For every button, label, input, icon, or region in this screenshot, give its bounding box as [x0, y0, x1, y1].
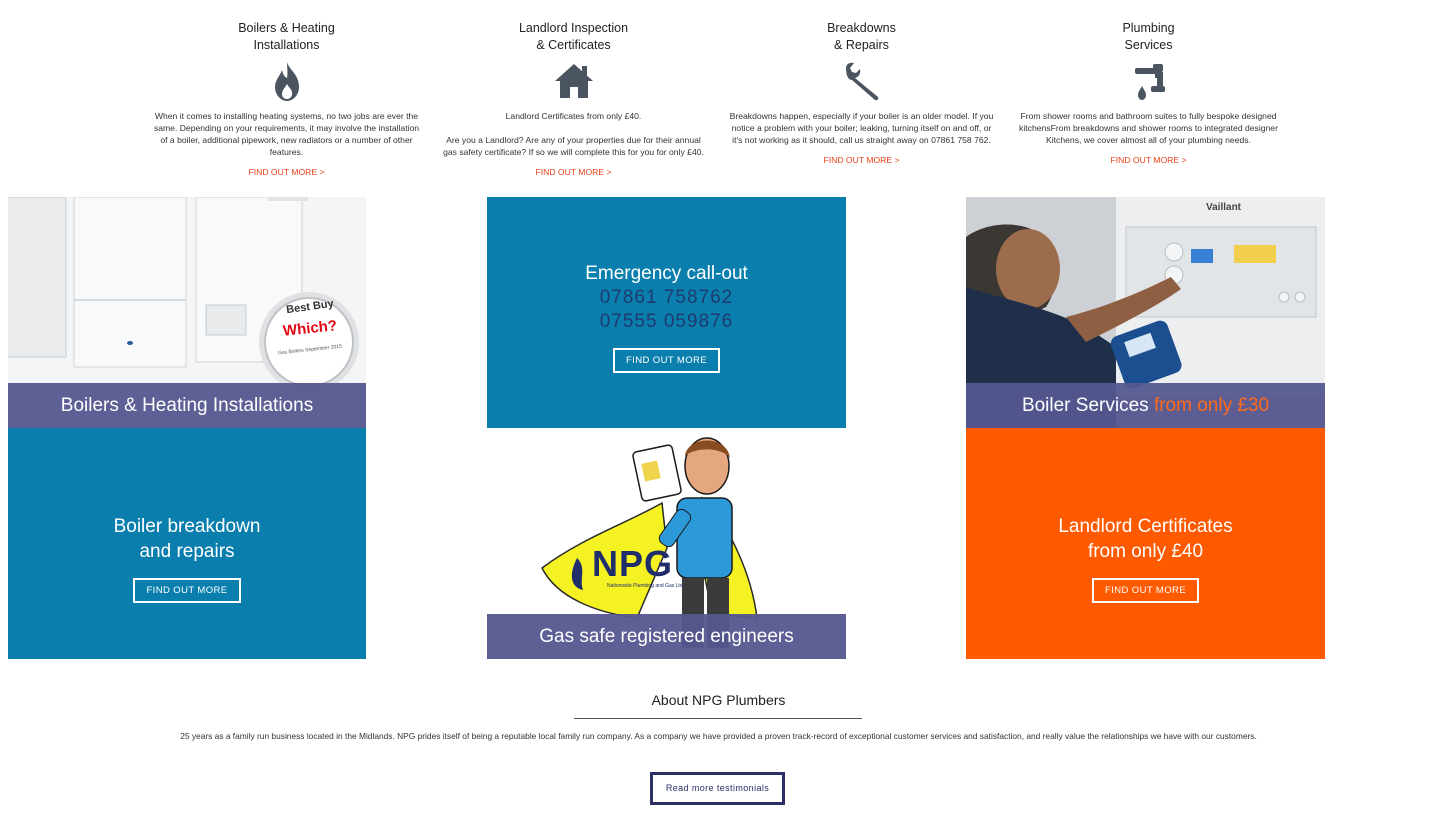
emergency-phone-2[interactable]: 07555 059876	[599, 311, 734, 332]
wrench-icon	[840, 60, 884, 104]
emergency-phone-1[interactable]: 07861 758762	[599, 287, 734, 308]
flame-icon	[265, 60, 309, 104]
tile-gas-safe[interactable]	[487, 428, 846, 659]
service-description: When it comes to installing heating systems, no two jobs are ever the same. Depending on your requirements, it may involve the installation of a boiler, additional pipework, new radiators or a number of other features.	[153, 111, 420, 157]
breakdown-content	[8, 514, 366, 603]
tile-caption: Gas safe registered engineers	[487, 614, 846, 659]
vaillant-logo: Vaillant	[1206, 202, 1242, 213]
service-landlord	[436, 20, 711, 180]
caption-main: Boiler Services	[1021, 395, 1154, 416]
about-text: 25 years as a family run business located in the Midlands. NPG prides itself of being a reputable local family run company. As a company we have provided a proven track-record of exceptional customer services and satisfaction, and really value the relationships we have with our customers.	[180, 731, 1257, 741]
emergency-find-out-more-button[interactable]: FIND OUT MORE	[613, 348, 720, 373]
house-icon	[552, 60, 596, 104]
tile-boilers-installations[interactable]	[8, 197, 366, 428]
tile-boiler-services[interactable]	[966, 197, 1325, 428]
tile-boiler-breakdown[interactable]	[8, 428, 366, 659]
which-badge	[269, 297, 351, 357]
service-title: Plumbing Services	[1122, 21, 1175, 52]
landlord-content	[966, 514, 1325, 603]
service-title: Landlord Inspection & Certificates	[518, 21, 629, 52]
npg-logo: NPG	[592, 543, 674, 584]
find-out-more-link[interactable]: FIND OUT MORE >	[248, 167, 325, 177]
breakdown-find-out-more-button[interactable]: FIND OUT MORE	[133, 578, 240, 603]
landlord-heading: Landlord Certificates from only £40	[1058, 516, 1233, 562]
caption-accent: from only £30	[1153, 395, 1270, 416]
tile-emergency-callout[interactable]	[487, 197, 846, 428]
service-description: Landlord Certificates from only £40. Are you a Landlord? Are any of your properties due for their annual gas safety certificate? If so we will complete this for you for only £40.	[443, 111, 704, 157]
badge-subtitle: Gas Boilers September 2015	[277, 343, 343, 357]
find-out-more-link[interactable]: FIND OUT MORE >	[823, 155, 900, 165]
landlord-find-out-more-button[interactable]: FIND OUT MORE	[1092, 578, 1199, 603]
service-title: Boilers & Heating Installations	[238, 21, 335, 52]
tap-icon	[1127, 60, 1171, 104]
about-title: About NPG Plumbers	[651, 692, 786, 708]
service-description: Breakdowns happen, especially if your boiler is an older model. If you notice a problem with your boiler; leaking, turning itself on and off, or it's not working as it should, call us straight away on 07861 758 762.	[729, 111, 994, 145]
service-boilers	[149, 20, 424, 180]
find-out-more-link[interactable]: FIND OUT MORE >	[535, 167, 612, 177]
service-plumbing	[1011, 20, 1286, 168]
breakdown-heading: Boiler breakdown and repairs	[113, 516, 261, 562]
about-divider	[574, 718, 862, 719]
service-title: Breakdowns & Repairs	[827, 21, 896, 52]
emergency-content	[487, 261, 846, 373]
read-more-testimonials-button[interactable]: Read more testimonials	[650, 772, 785, 805]
tile-landlord-certificates[interactable]	[966, 428, 1325, 659]
service-description: From shower rooms and bathroom suites to fully bespoke designed kitchensFrom breakdowns and shower rooms to integrated designer Kitchens, we cover almost all of your plumbing needs.	[1019, 111, 1278, 145]
badge-best-buy: Best Buy	[285, 297, 335, 317]
emergency-heading: Emergency call-out	[585, 263, 748, 284]
find-out-more-link[interactable]: FIND OUT MORE >	[1110, 155, 1187, 165]
tile-caption	[966, 383, 1325, 428]
npg-logo-subtitle: Nationwide Plumbing and Gas Ltd	[607, 583, 683, 589]
services-row	[0, 0, 1437, 190]
badge-brand: Which?	[282, 317, 338, 340]
service-breakdowns	[724, 20, 999, 168]
tile-caption: Boilers & Heating Installations	[8, 383, 366, 428]
